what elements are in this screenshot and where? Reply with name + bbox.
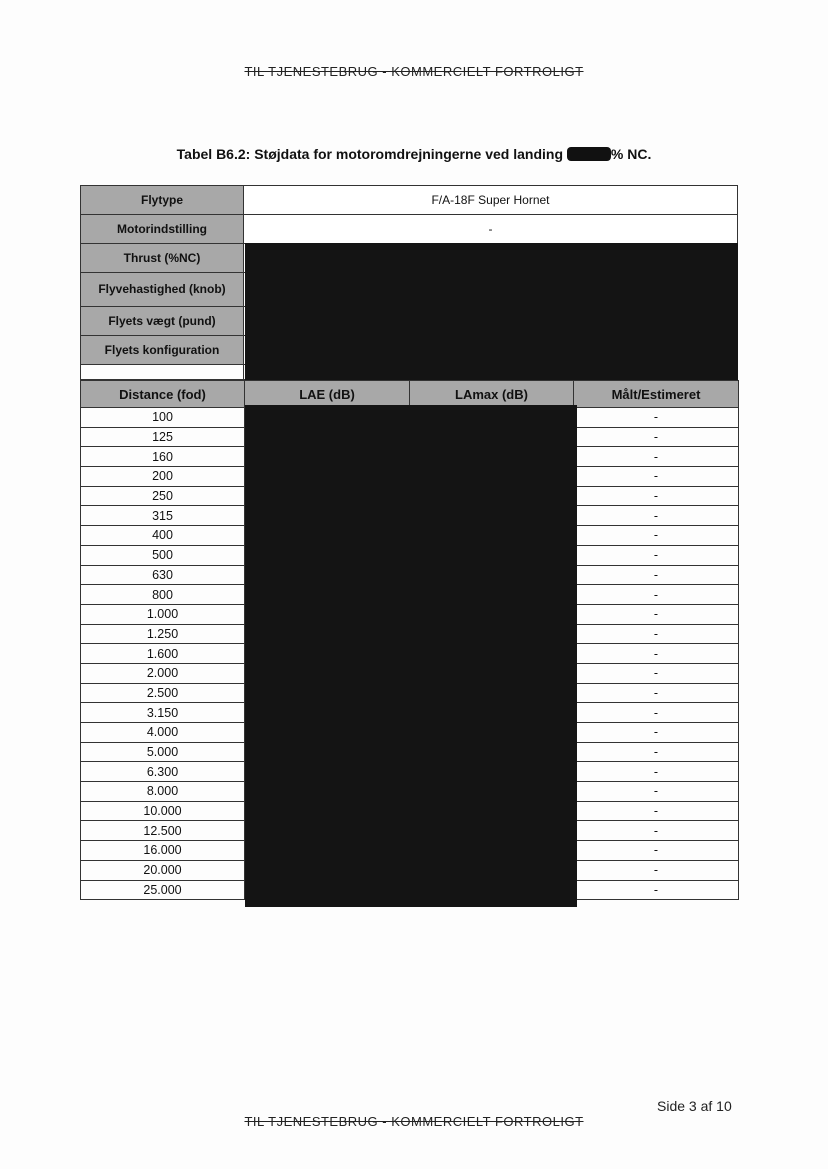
header-lamax: LAmax (dB): [410, 381, 574, 408]
distance-cell: 8.000: [81, 782, 245, 802]
page-number: Side 3 af 10: [657, 1098, 732, 1114]
speed-label: Flyvehastighed (knob): [81, 273, 244, 307]
distance-cell: 4.000: [81, 723, 245, 743]
distance-cell: 250: [81, 486, 245, 506]
measured-cell: -: [574, 762, 739, 782]
measured-cell: -: [574, 604, 739, 624]
distance-cell: 12.500: [81, 821, 245, 841]
measured-cell: -: [574, 683, 739, 703]
distance-cell: 100: [81, 408, 245, 428]
redaction-noise-values: [245, 405, 577, 907]
classification-footer: TIL TJENESTEBRUG - KOMMERCIELT FORTROLIGT: [244, 1114, 584, 1129]
header-measured: Målt/Estimeret: [574, 381, 739, 408]
measured-cell: -: [574, 585, 739, 605]
distance-cell: 6.300: [81, 762, 245, 782]
distance-cell: 2.500: [81, 683, 245, 703]
measured-cell: -: [574, 723, 739, 743]
data-header-row: [81, 381, 739, 408]
header-lae: LAE (dB): [245, 381, 410, 408]
measured-cell: -: [574, 545, 739, 565]
measured-cell: -: [574, 880, 739, 900]
measured-cell: -: [574, 467, 739, 487]
measured-cell: -: [574, 742, 739, 762]
measured-cell: -: [574, 565, 739, 585]
config-label: Flyets konfiguration: [81, 336, 244, 365]
measured-cell: -: [574, 860, 739, 880]
distance-cell: 16.000: [81, 841, 245, 861]
distance-cell: 20.000: [81, 860, 245, 880]
measured-cell: -: [574, 782, 739, 802]
distance-cell: 3.150: [81, 703, 245, 723]
distance-cell: 200: [81, 467, 245, 487]
classification-header: TIL TJENESTEBRUG - KOMMERCIELT FORTROLIGT: [244, 64, 584, 79]
measured-cell: -: [574, 801, 739, 821]
measured-cell: -: [574, 624, 739, 644]
thrust-label: Thrust (%NC): [81, 244, 244, 273]
measured-cell: -: [574, 486, 739, 506]
distance-cell: 1.600: [81, 644, 245, 664]
measured-cell: -: [574, 644, 739, 664]
row-flytype: [81, 186, 738, 215]
distance-cell: 25.000: [81, 880, 245, 900]
distance-cell: 500: [81, 545, 245, 565]
measured-cell: -: [574, 703, 739, 723]
distance-cell: 10.000: [81, 801, 245, 821]
distance-cell: 5.000: [81, 742, 245, 762]
distance-cell: 315: [81, 506, 245, 526]
redaction-inline: [567, 147, 611, 161]
distance-cell: 1.250: [81, 624, 245, 644]
measured-cell: -: [574, 408, 739, 428]
motor-value: -: [244, 215, 738, 244]
weight-label: Flyets vægt (pund): [81, 307, 244, 336]
distance-cell: 125: [81, 427, 245, 447]
measured-cell: -: [574, 821, 739, 841]
motor-label: Motorindstilling: [81, 215, 244, 244]
distance-cell: 2.000: [81, 663, 245, 683]
header-distance: Distance (fod): [81, 381, 245, 408]
distance-cell: 800: [81, 585, 245, 605]
measured-cell: -: [574, 663, 739, 683]
redaction-info-values: [245, 243, 738, 380]
measured-cell: -: [574, 427, 739, 447]
caption-prefix: Tabel B6.2: Støjdata for motoromdrejningerne ved landing: [176, 146, 567, 162]
table-caption: [0, 146, 828, 162]
measured-cell: -: [574, 506, 739, 526]
row-motor: [81, 215, 738, 244]
caption-suffix: % NC.: [610, 146, 652, 162]
distance-cell: 1.000: [81, 604, 245, 624]
flytype-value: F/A-18F Super Hornet: [244, 186, 738, 215]
measured-cell: -: [574, 526, 739, 546]
flytype-label: Flytype: [81, 186, 244, 215]
distance-cell: 630: [81, 565, 245, 585]
distance-cell: 160: [81, 447, 245, 467]
measured-cell: -: [574, 841, 739, 861]
distance-cell: 400: [81, 526, 245, 546]
measured-cell: -: [574, 447, 739, 467]
